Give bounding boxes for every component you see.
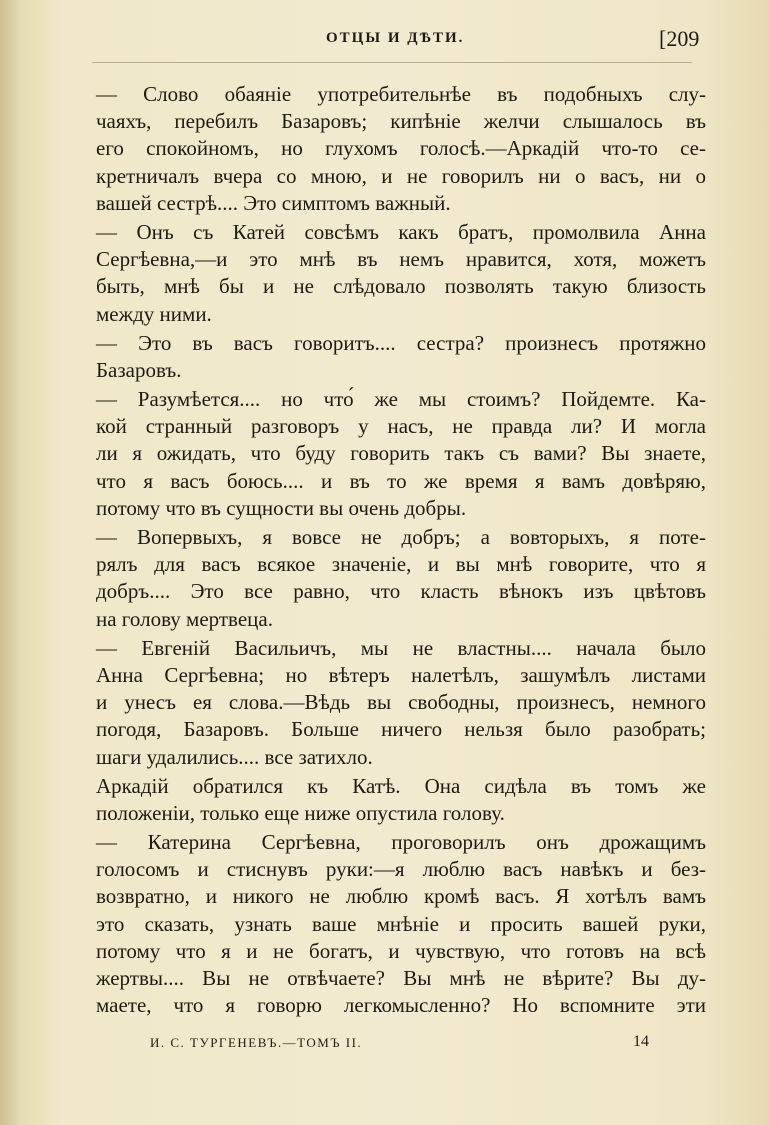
header-rule <box>92 62 692 63</box>
text-line: между ними. <box>96 301 212 326</box>
page-header <box>0 26 769 56</box>
text-line: его спокойномъ, но глухомъ голосѣ.—Аркадій что-то се- <box>96 136 706 161</box>
text-line: и унесъ ея слова.—Вѣдь вы свободны, произнесъ, немного <box>96 690 706 715</box>
text-line: вашей сестрѣ.... Это симптомъ важный. <box>96 190 451 215</box>
page-footer <box>0 1035 769 1057</box>
text-line: жертвы.... Вы не отвѣчаете? Вы мнѣ не вѣрите? Вы ду- <box>96 966 706 990</box>
text-line: — Онъ съ Катей совсѣмъ какъ братъ, промолвила Анна <box>96 219 706 244</box>
text-line: это сказать, узнать ваше мнѣніе и просить вашей руки, <box>96 911 706 936</box>
text-line: быть, мнѣ бы и не слѣдовало позволять такую близость <box>96 274 706 299</box>
text-line: положеніи, только еще ниже опустила голову. <box>96 800 505 825</box>
text-line: маете, что я говорю легкомысленно? Но вспомните эти <box>96 993 706 1018</box>
text-line: рялъ для васъ всякое значеніе, и вы мнѣ говорите, что я <box>96 552 706 577</box>
text-line: — Это въ васъ говоритъ.... сестра? произнесъ протяжно <box>96 330 706 355</box>
text-line: голосомъ и стиснувъ руки:—я люблю васъ навѣкъ и без- <box>96 857 706 882</box>
text-line: кретничалъ вчера со мною, и не говорилъ ни о васъ, ни о <box>96 163 706 188</box>
text-line: добръ.... Это все равно, что класть вѣнокъ изъ цвѣтовъ <box>96 579 706 604</box>
text-line: ли я ожидать, что буду говорить такъ съ вами? Вы знаете, <box>96 441 706 466</box>
text-line: — Разумѣется.... но что́ же мы стоимъ? Пойдемте. Ка- <box>96 387 706 412</box>
running-title: ОТЦЫ И ДѢТИ. <box>326 30 465 46</box>
text-line: потому что я и не богатъ, и чувствую, что готовъ на всѣ <box>96 938 706 963</box>
text-line: — Слово обаяніе употребительнѣе въ подобныхъ слу- <box>96 82 706 106</box>
text-line: — Катерина Сергѣевна, проговорилъ онъ дрожащимъ <box>96 830 706 855</box>
text-line: чаяхъ, перебилъ Базаровъ; кипѣніе желчи слышалось въ <box>96 109 706 134</box>
text-line: на голову мертвеца. <box>96 606 273 631</box>
text-line: Аркадій обратился къ Катѣ. Она сидѣла въ томъ же <box>96 773 706 798</box>
body-text <box>96 81 706 1019</box>
text-line: возвратно, и никого не люблю кромѣ васъ. Я хотѣлъ вамъ <box>96 884 706 909</box>
footer-credit: И. С. ТУРГЕНЕВЪ.—ТОМЪ II. <box>150 1035 363 1050</box>
text-line: — Евгеній Васильичъ, мы не властны.... начала было <box>96 635 706 660</box>
page-number: [209 <box>659 26 700 51</box>
text-line: Базаровъ. <box>96 357 182 382</box>
text-line: кой странный разговоръ у насъ, не правда ли? И могла <box>96 414 706 439</box>
text-line: потому что въ сущности вы очень добры. <box>96 495 467 520</box>
text-line: — Вопервыхъ, я вовсе не добръ; а вовторыхъ, я поте- <box>96 525 706 549</box>
text-line: погодя, Базаровъ. Больше ничего нельзя было разобрать; <box>96 717 706 742</box>
text-line: Сергѣевна,—и это мнѣ въ немъ нравится, хотя, можетъ <box>96 247 706 272</box>
signature-mark: 14 <box>633 1033 649 1050</box>
text-line: Анна Сергѣевна; но вѣтеръ налетѣлъ, зашумѣлъ листами <box>96 662 706 687</box>
text-line: шаги удалились.... все затихло. <box>96 744 373 769</box>
text-line: что я васъ боюсь.... и въ то же время я вамъ довѣряю, <box>96 468 706 493</box>
